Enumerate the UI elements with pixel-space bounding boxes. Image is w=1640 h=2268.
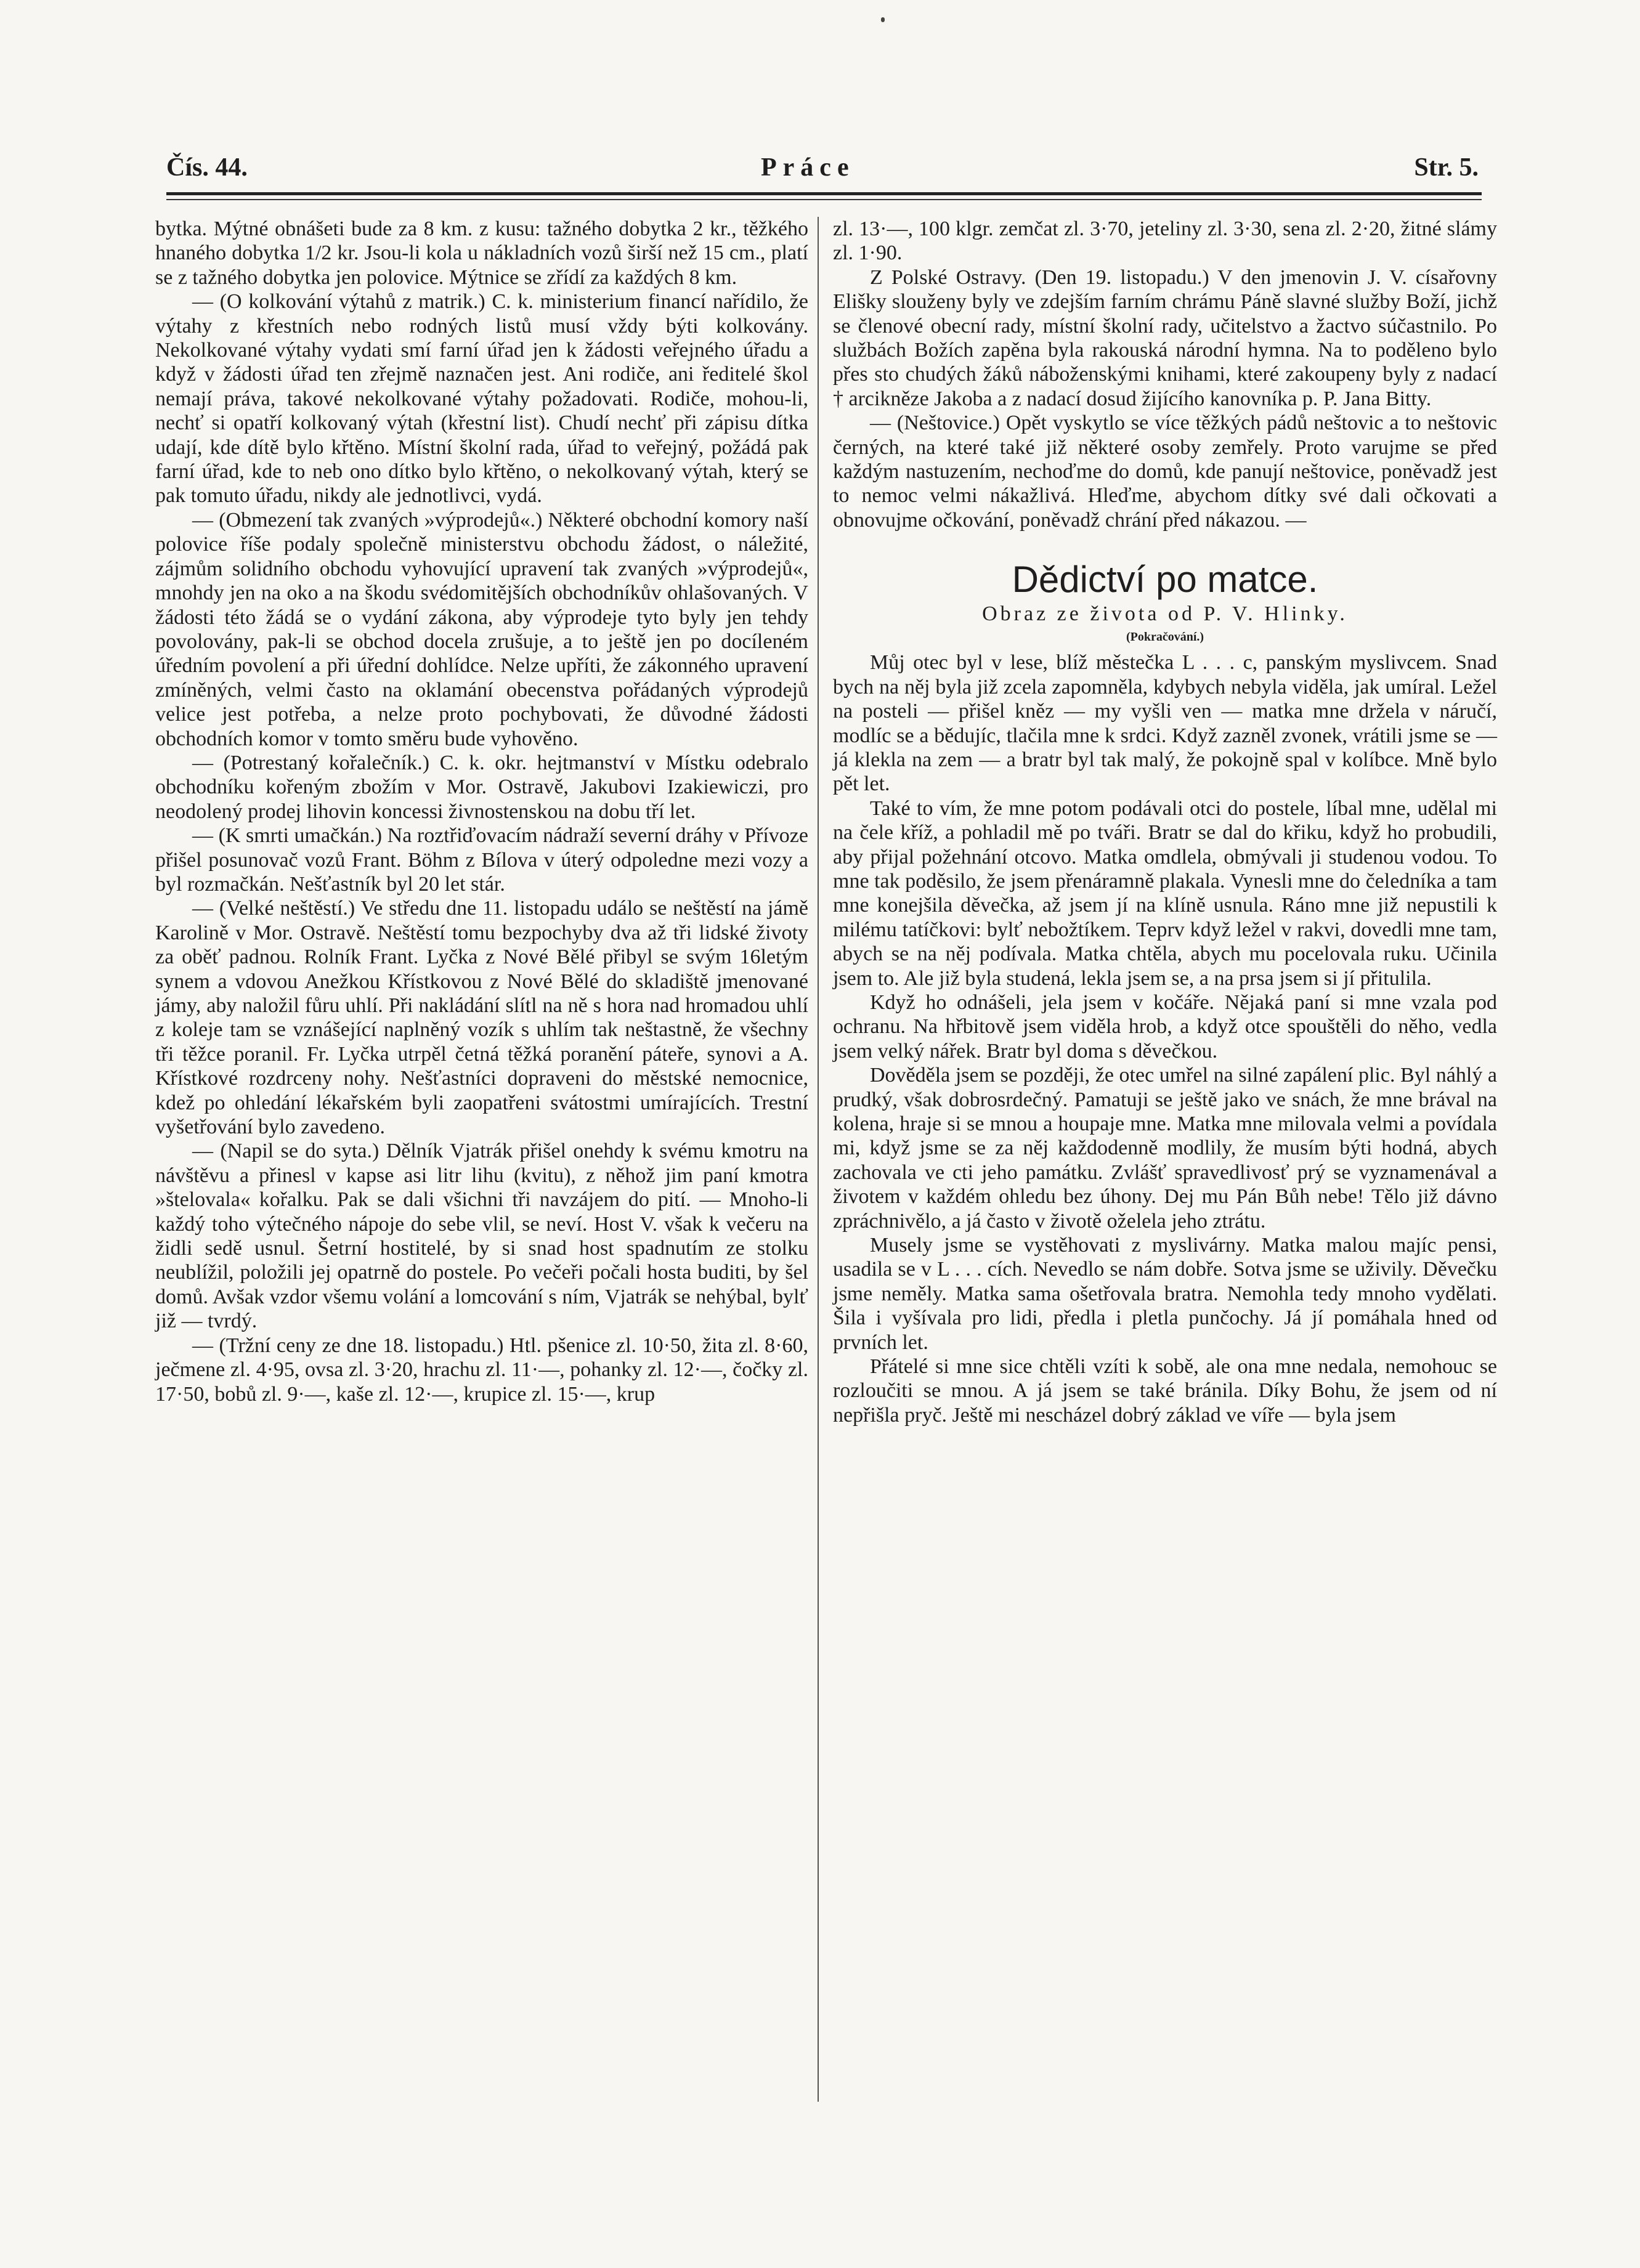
story-paragraph: Můj otec byl v lese, blíž městečka L . . . c, panským myslivcem. Snad bych na něj byla již zcela zapomněla, kdybych nebyla viděla, jak umíral. Ležel na posteli — přišel kněz — my vyšli ven — matka mne držela v náručí, modlíc se a bědujíc, tlačila mne k srdci. Když zazněl zvonek, vrátili jsme se — já klekla na zem — a bratr byl tak malý, že pokojně spal v kolíbce. Mně bylo pět let. — [833, 651, 1497, 796]
article-vyprodeje: — (Obmezení tak zvaných »výprodejů«.) Některé obchodní komory naší polovice říše podaly společně ministerstvu obchodu žádost, o náležité, zájmům solidního obchodu vyhovující upravení tak zvaných »výprodejů«, mnohdy jen na oko a na škodu svédomitějších obchodníkův ohlašovaných. V žádosti této žádá se o vydání zákona, aby výprodeje tyto byly jen tehdy povolovány, pak-li se obchod docela zrušuje, a to ještě jen po docíleném úředním povolení a při úřední dohlídce. Nelze upříti, že zákonného upravení zmíněných, velmi často na oklamání obecenstva pořádaných výprodejů velice jest potřeba, a nelze proto pochybovati, že důvodné žádosti obchodních komor v tomto směru bude vyhověno. — [155, 508, 808, 750]
article-polska-ostrava: Z Polské Ostravy. (Den 19. listopadu.) V den jmenovin J. V. císařovny Elišky slouženy byly ve zdejším farním chrámu Páně slavné služby Boží, jichž se členové obecní rady, místní školní rady, učitelstvo a žactvo súčastnilo. Po službách Božích zapěna byla rakouská národní hymna. Na to poděleno bylo přes sto chudých žáků náboženskými knihami, které zakoupeny byly z nadací † arcikněze Jakoba a z nadací dosud žijícího kanovníka p. P. Jana Bitty. — [833, 265, 1497, 410]
story-subtitle: Obraz ze života od P. V. Hlinky. — [982, 602, 1348, 626]
ink-speck — [881, 17, 885, 22]
article-paragraph: zl. 13·—, 100 klgr. zemčat zl. 3·70, jeteliny zl. 3·30, sena zl. 2·20, žitné slámy zl. 1·90. — [833, 217, 1497, 265]
story-paragraph: Přátelé si mne sice chtěli vzíti k sobě, ale ona mne nedala, nemohouc se rozloučiti se mnou. A já jsem se také bránila. Díky Bohu, že jsem od ní nepřišla pryč. Ještě mi nescházel dobrý základ ve víře — byla jsem — [833, 1355, 1497, 1427]
continuation-note: (Pokračování.) — [1126, 630, 1204, 644]
header-rule — [166, 192, 1482, 195]
column-divider — [818, 217, 819, 2102]
page-header — [166, 153, 1479, 190]
article-nestesti: — (Velké neštěstí.) Ve středu dne 11. listopadu událo se neštěstí na jámě Karolině v Mor. Ostravě. Neštěstí tomu bezpochyby dva až tři lidské životy za oběť padnou. Rolník Frant. Lyčka z Nové Bělé přibyl se svým 16letým synem a vdovou Anežkou Křístkovou z Nové Bělé do skladiště jmenované jámy, aby naložil fůru uhlí. Při nakládání slítl na ně s hora nad hromadou uhlí z koleje tam se vznášející naplněný vozík s uhlím tak neštastně, že všechny tři těžce poranil. Fr. Lyčka utrpěl četná těžká poranění páteře, synovi a A. Křístkové rozdrceny nohy. Nešťastníci dopraveni do městské nemocnice, kdež po ohledání lékařském byli zaopatřeni svátostmi umírajících. Trestní vyšetřování bylo zavedeno. — [155, 897, 808, 1139]
story-paragraph: Dověděla jsem se později, že otec umřel na silné zapálení plic. Byl náhlý a prudký, však dobrosrdečný. Pamatuji se ještě jako ve snách, že mne brával na kolena, hraje si se mnou a houpaje mne. Matka mne milovala velmi a povídala mi, když jsme se za něj každodenně modlily, že musím býti hodná, abych zachovala ve cti jeho památku. Zvlášť spravedlivosť prý se vyznamenával a životem v každém ohledu bez úhony. Dej mu Pán Bůh nebe! Tělo již dávno zpráchnivělo, a já často v životě oželela jeho ztrátu. — [833, 1064, 1497, 1233]
newspaper-title: Práce — [761, 153, 855, 182]
article-napil-se: — (Napil se do syta.) Dělník Vjatrák přišel onehdy k svému kmotru na návštěvu a přinesl v kapse asi litr lihu (kvitu), z něhož jim paní kmotra »štelovala« kořalku. Pak se dali všichni tři navzájem do pití. — Mnoho-li každý toho výtečného nápoje do sebe vlil, se neví. Host V. však k večeru na židli sedě usnul. Šetrní hostitelé, by si snad host spadnutím ze stolku neublížil, položili jej opatrně do postele. Po večeři počali hosta buditi, by šel domů. Avšak vzdor všemu volání a lomcování s ním, Vjatrák se nehýbal, bylť již — tvrdý. — [155, 1140, 808, 1333]
story-paragraph: Když ho odnášeli, jela jsem v kočáře. Nějaká paní si mne vzala pod ochranu. Na hřbitově jsem viděla hrob, a když otce spouštěli do něho, vedla jsem velký nářek. Bratr byl doma s děvečkou. — [833, 990, 1497, 1063]
story-title: Dědictví po matce. — [1012, 559, 1318, 601]
article-umackan: — (K smrti umačkán.) Na roztřiďovacím nádraží severní dráhy v Přívoze přišel posunovač vozů Frant. Böhm z Bílova v úterý odpoledne mezi vozy a byl rozmačkán. Nešťastník byl 20 let stár. — [155, 824, 808, 896]
header-rule-thin — [166, 199, 1482, 200]
page-number: Str. 5. — [1414, 153, 1479, 182]
article-koralecnik: — (Potrestaný kořalečník.) C. k. okr. hejtmanství v Místku odebralo obchodníku kořeným zbožím v Mor. Ostravě, Jakubovi Izakiewiczi, pro neodolený prodej lihovin koncessi živnostenskou na dobu tří let. — [155, 751, 808, 823]
article-trzni-ceny: — (Tržní ceny ze dne 18. listopadu.) Htl. pšenice zl. 10·50, žita zl. 8·60, ječmene zl. 4·95, ovsa zl. 3·20, hrachu zl. 11·—, pohanky zl. 12·—, čočky zl. 17·50, bobů zl. 9·—, kaše zl. 12·—, krupice zl. 15·—, krup — [155, 1334, 808, 1406]
article-kolkovani: — (O kolkování výtahů z matrik.) C. k. ministerium financí nařídilo, že výtahy z křestních nebo rodných listů musí vždy býti kolkovány. Nekolkované výtahy vydati smí farní úřad jen k žádosti veřejného úřadu a když v žádosti úřad ten zřejmě naznačen jest. Ani rodiče, ani ředitelé škol nemají práva, takové nekolkované výtahy požadovati. Rodiče, mohou-li, nechť si opatří kolkovaný výtah (křestní list). Chudí nechť při zápisu dítka udají, kde dítě bylo křtěno. Místní školní rada, úřad to veřejný, požádá pak farní úřad, kde to neb ono dítko bylo křtěno, o nekolkovaný výtah, který se pak tomuto úřadu, nikdy ale jednotlivci, vydá. — [155, 290, 808, 508]
issue-number: Čís. 44. — [166, 153, 248, 182]
article-nestovice: — (Neštovice.) Opět vyskytlo se více těžkých pádů neštovic a to neštovic černých, na které také již některé osoby zemřely. Proto varujme se před každým nastuzením, nechoďme do domů, kde panují neštovice, poněvadž jest to nemoc velmi nákažlivá. Hleďme, abychom dítky své dali očkovati a obnovujme očkování, poněvadž chrání před nákazou. — — [833, 411, 1497, 532]
right-column — [833, 217, 1497, 1427]
story-paragraph: Také to vím, že mne potom podávali otci do postele, líbal mne, udělal mi na čele kříž, a pohladil mě po tváři. Bratr se dal do křiku, když ho probudili, aby přijal požehnání otcovo. Matka omdlela, obmývali ji studenou vodou. To mne tak poděsilo, že jsem přenáramně plakala. Vynesli mne do čeledníka a tam mne konejšila děvečka, až jsem jí na klíně usnula. Ráno mne již nepustili k milému tatíčkovi: bylť nebožtíkem. Teprv když ležel v rakvi, dovedli mne tam, abych se na něj podívala. Matka chtěla, abych mu pocelovala ruku. Učinila jsem to. Ale již byla studená, lekla jsem se, a na prsa jsem si jí přitulila. — [833, 796, 1497, 990]
left-column — [155, 217, 808, 1406]
story-paragraph: Musely jsme se vystěhovati z myslivárny. Matka malou majíc pensi, usadila se v L . . . cích. Nevedlo se nám dobře. Sotva jsme se uživily. Děvečku jsme neměly. Matka sama ošetřovala bratra. Nemohla tedy mnoho vydělati. Šila i vyšívala pro lidi, předla i pletla punčochy. Já jí pomáhala hned od prvních let. — [833, 1234, 1497, 1354]
article-paragraph: bytka. Mýtné obnášeti bude za 8 km. z kusu: tažného dobytka 2 kr., těžkého hnaného dobytka 1/2 kr. Jsou-li kola u nákladních vozů širší než 15 cm., platí se z tažného dobytka jen polovice. Mýtnice se zřídí za každých 8 km. — [155, 217, 808, 289]
